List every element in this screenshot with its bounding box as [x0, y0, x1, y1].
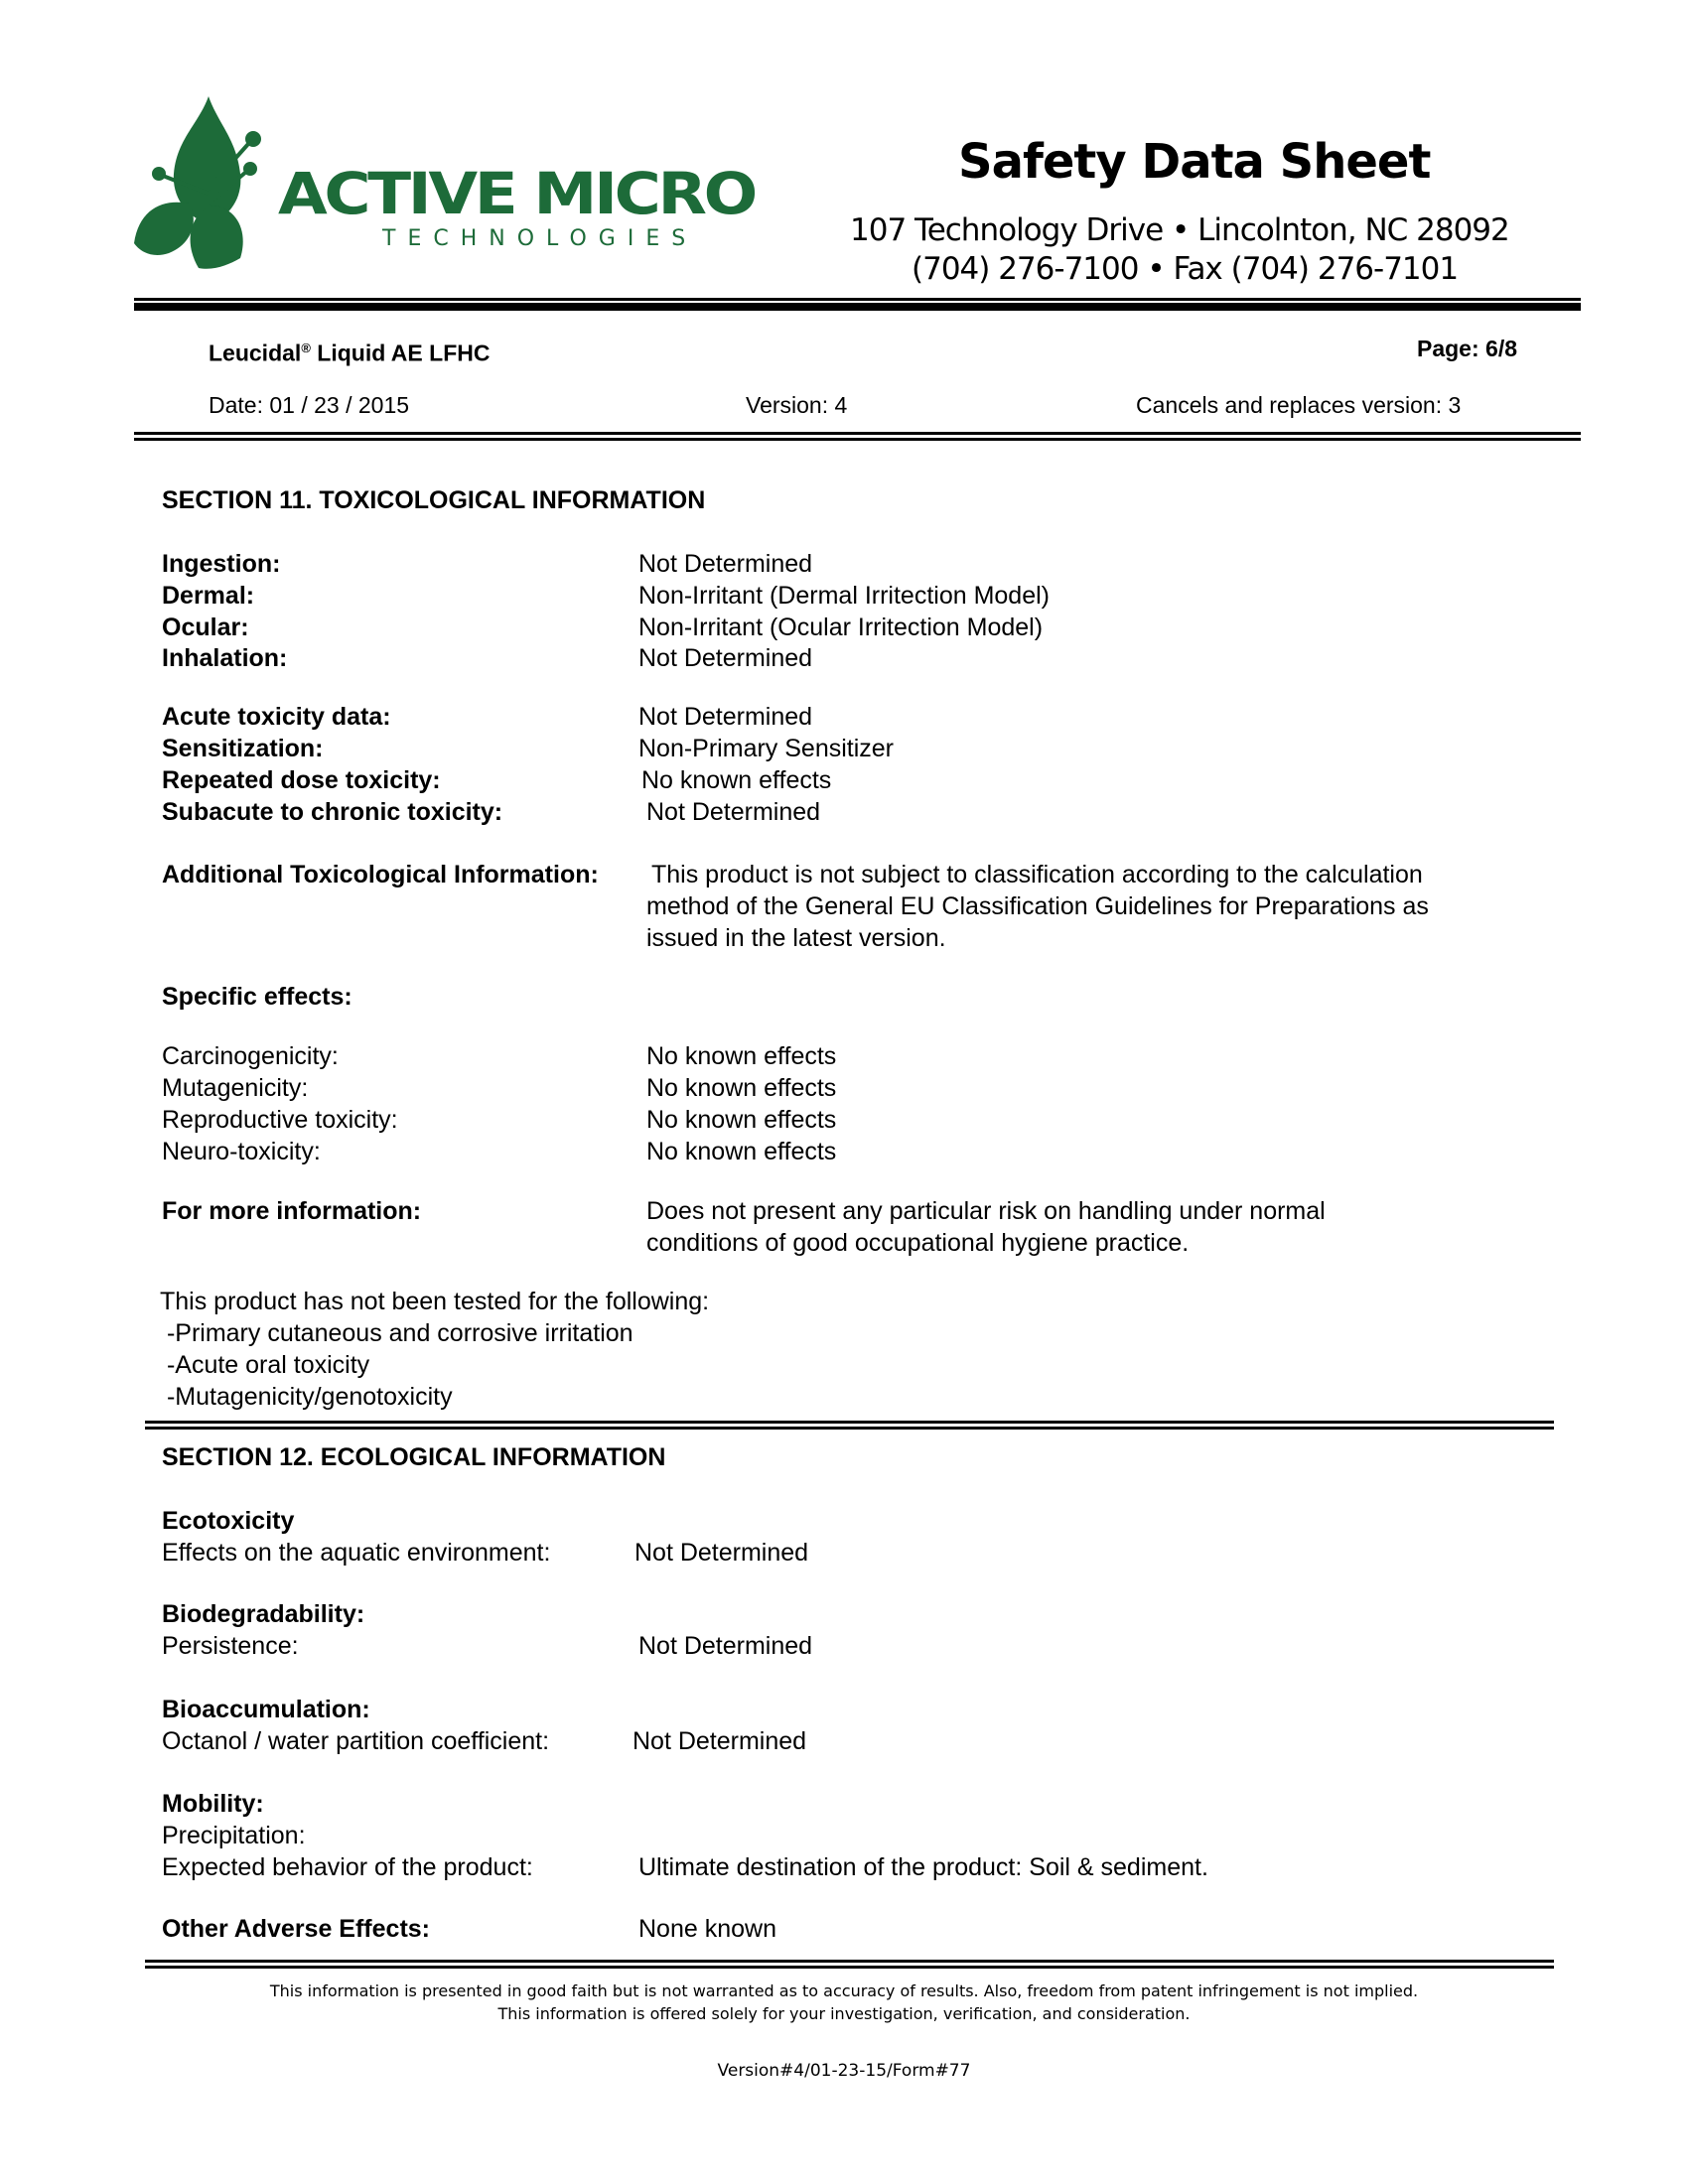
label: Inhalation: [162, 644, 288, 672]
value: This product is not subject to classification according to the calculation [651, 861, 1423, 888]
label: Acute toxicity data: [162, 703, 391, 731]
cancels-version: Cancels and replaces version: 3 [1136, 392, 1462, 418]
value: Not Determined [646, 798, 821, 826]
label: Neuro-toxicity: [162, 1138, 321, 1165]
header-rule [134, 298, 1581, 301]
section-rule [145, 1421, 1554, 1424]
date: Date: 01 / 23 / 2015 [209, 392, 410, 418]
company-phone: (704) 276-7100 • Fax (704) 276-7101 [912, 251, 1459, 287]
section-rule [145, 1427, 1554, 1430]
value: Not Determined [638, 550, 813, 578]
subheading: Mobility: [162, 1790, 264, 1818]
label: Dermal: [162, 582, 255, 610]
disclaimer-line-2: This information is offered solely for your investigation, verification, and consideration. [497, 2004, 1191, 2023]
subheading: Bioaccumulation: [162, 1696, 370, 1723]
value: Non-Irritant (Dermal Irritection Model) [638, 582, 1050, 610]
label: Precipitation: [162, 1822, 306, 1849]
footer-rule [145, 1966, 1554, 1969]
subheading: Biodegradability: [162, 1600, 365, 1628]
header-rule-thick [134, 303, 1581, 311]
label: Octanol / water partition coefficient: [162, 1727, 550, 1755]
form-version: Version#4/01-23-15/Form#77 [717, 2061, 971, 2081]
label: Additional Toxicological Information: [162, 861, 599, 888]
label: Mutagenicity: [162, 1074, 309, 1102]
meta-rule [134, 438, 1581, 441]
value: Not Determined [634, 1539, 809, 1567]
not-tested-item: -Acute oral toxicity [160, 1351, 370, 1379]
label: Subacute to chronic toxicity: [162, 798, 503, 826]
subheading: Specific effects: [162, 983, 352, 1011]
label: Reproductive toxicity: [162, 1106, 398, 1134]
value: issued in the latest version. [646, 924, 946, 952]
label: Ocular: [162, 614, 249, 641]
leaf-left-icon [134, 203, 194, 255]
label: Other Adverse Effects: [162, 1915, 430, 1943]
label: For more information: [162, 1197, 422, 1225]
label: Sensitization: [162, 735, 324, 762]
footer-rule [145, 1960, 1554, 1963]
value: Not Determined [638, 703, 813, 731]
value: Does not present any particular risk on handling under normal [646, 1197, 1326, 1225]
value: No known effects [646, 1074, 837, 1102]
subheading: Ecotoxicity [162, 1507, 295, 1535]
page-number: Page: 6/8 [1417, 336, 1517, 361]
label: Persistence: [162, 1632, 299, 1660]
label: Carcinogenicity: [162, 1042, 339, 1070]
value: conditions of good occupational hygiene practice. [646, 1229, 1190, 1257]
label: Effects on the aquatic environment: [162, 1539, 551, 1567]
value: Ultimate destination of the product: Soil & sediment. [638, 1853, 1208, 1881]
value: Not Determined [638, 1632, 813, 1660]
section-11-title: SECTION 11. TOXICOLOGICAL INFORMATION [162, 486, 706, 514]
company-address: 107 Technology Drive • Lincolnton, NC 28092 [850, 212, 1509, 248]
logo-subtext: TECHNOLOGIES [382, 226, 698, 251]
company-logo [129, 94, 765, 278]
value: No known effects [646, 1138, 837, 1165]
value: No known effects [641, 766, 832, 794]
version: Version: 4 [746, 392, 848, 418]
value: Non-Primary Sensitizer [638, 735, 895, 762]
value: Not Determined [633, 1727, 807, 1755]
value: Not Determined [638, 644, 813, 672]
not-tested-text: This product has not been tested for the following: [160, 1288, 710, 1315]
value: No known effects [646, 1106, 837, 1134]
value: None known [638, 1915, 776, 1943]
value: No known effects [646, 1042, 837, 1070]
not-tested-item: -Primary cutaneous and corrosive irritation [160, 1319, 633, 1347]
disclaimer-line-1: This information is presented in good faith but is not warranted as to accuracy of results. Also, freedom from patent infringement is not implied. [269, 1981, 1419, 2000]
label: Expected behavior of the product: [162, 1853, 533, 1881]
not-tested-item: -Mutagenicity/genotoxicity [160, 1383, 453, 1411]
label: Ingestion: [162, 550, 281, 578]
value: Non-Irritant (Ocular Irritection Model) [638, 614, 1044, 641]
meta-rule [134, 432, 1581, 435]
document-title: Safety Data Sheet [958, 134, 1431, 190]
label: Repeated dose toxicity: [162, 766, 441, 794]
section-12-title: SECTION 12. ECOLOGICAL INFORMATION [162, 1443, 666, 1471]
value: method of the General EU Classification Guidelines for Preparations as [646, 892, 1429, 920]
product-name: Leucidal® Liquid AE LFHC [209, 340, 491, 366]
logo-text: ACTIVE MICRO [278, 160, 756, 227]
